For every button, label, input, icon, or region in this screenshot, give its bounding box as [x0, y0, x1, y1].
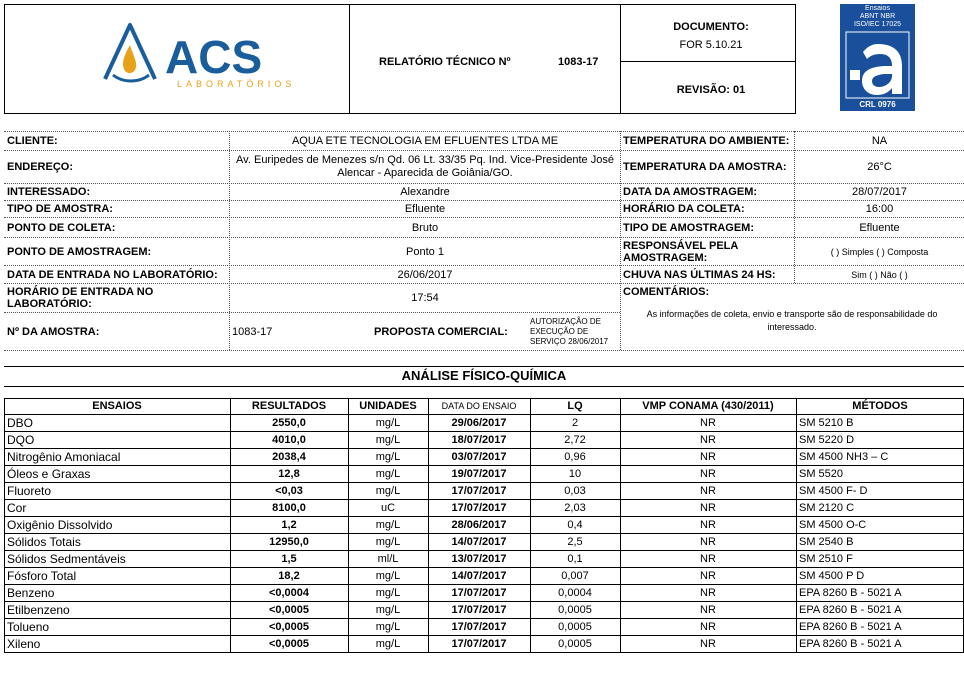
table-row — [4, 448, 964, 465]
revision-label: REVISÃO: 01 — [676, 84, 746, 96]
col-data-ensaio: DATA DO ENSAIO — [441, 401, 517, 411]
table-cell: 2,5 — [567, 535, 583, 548]
horario-coleta-label: HORÁRIO DA COLETA: — [623, 203, 745, 215]
table-cell: Benzeno — [7, 585, 55, 600]
table-cell: 4010,0 — [272, 433, 306, 446]
crl-number: CRL 0976 — [859, 100, 896, 109]
report-title: RELATÓRIO TÉCNICO Nº — [379, 56, 511, 68]
table-cell: 17/07/2017 — [451, 637, 507, 650]
table-cell: 2 — [571, 416, 579, 429]
table-cell: DBO — [7, 415, 34, 430]
table-cell: SM 2120 C — [799, 501, 855, 514]
table-cell: mg/L — [375, 433, 401, 446]
ponto-coleta-label: PONTO DE COLETA: — [7, 221, 116, 234]
table-cell: 14/07/2017 — [451, 535, 507, 548]
table-cell: mg/L — [375, 484, 401, 497]
table-cell: 0,007 — [561, 569, 589, 582]
table-cell: SM 4500 F- D — [799, 484, 868, 497]
table-cell: NR — [700, 552, 716, 565]
table-cell: Xileno — [7, 636, 41, 651]
chuva-value: Sim ( ) Não ( ) — [851, 269, 908, 280]
table-cell: <0,0005 — [268, 603, 310, 616]
table-cell: NR — [700, 620, 716, 633]
data-entrada-value: 26/06/2017 — [397, 268, 453, 281]
table-cell: NR — [700, 603, 716, 616]
table-cell: 12,8 — [278, 467, 300, 480]
table-cell: 14/07/2017 — [451, 569, 507, 582]
temp-ambiente-value: NA — [871, 135, 888, 147]
table-cell: SM 5220 D — [799, 433, 855, 446]
ponto-amostragem-label: PONTO DE AMOSTRAGEM: — [7, 245, 152, 258]
table-cell: NR — [700, 450, 716, 463]
endereco-label: ENDEREÇO: — [7, 161, 74, 173]
col-resultados: RESULTADOS — [251, 400, 327, 412]
ponto-amostragem-value: Ponto 1 — [406, 245, 444, 258]
horario-entrada-value: 17:54 — [411, 292, 439, 304]
table-cell: Tolueno — [7, 619, 50, 634]
accreditation-badge: Ensaios ABNT NBR ISO/IEC 17025 CRL 0976 — [840, 4, 915, 111]
proposta-value: AUTORIZAÇÃO DE EXECUÇÃO DE SERVIÇO 28/06/2017 — [530, 316, 609, 346]
report-number: 1083-17 — [558, 56, 599, 68]
table-cell: Sólidos Sedmentáveis — [7, 551, 126, 566]
col-lq: LQ — [567, 400, 583, 412]
table-cell: 13/07/2017 — [451, 552, 507, 565]
svg-text:LABORATÓRIOS: LABORATÓRIOS — [177, 79, 296, 89]
table-cell: 03/07/2017 — [451, 450, 507, 463]
table-cell: 19/07/2017 — [451, 467, 507, 480]
table-cell: NR — [700, 467, 716, 480]
document-value: FOR 5.10.21 — [679, 39, 743, 51]
table-cell: mg/L — [375, 603, 401, 616]
tipo-amostragem-label: TIPO DE AMOSTRAGEM: — [623, 221, 754, 234]
num-amostra-value: 1083-17 — [232, 325, 273, 338]
table-cell: 2550,0 — [272, 416, 306, 429]
table-cell: 1,5 — [281, 552, 297, 565]
table-cell: mg/L — [375, 518, 401, 531]
table-row — [4, 550, 964, 567]
table-cell: Etilbenzeno — [7, 602, 70, 617]
table-cell: Fluoreto — [7, 483, 52, 498]
table-cell: <0,03 — [275, 484, 303, 497]
col-ensaios: ENSAIOS — [92, 400, 142, 412]
table-cell: 2,72 — [564, 433, 586, 446]
table-row — [4, 482, 964, 499]
tipo-amostra-label: TIPO DE AMOSTRA: — [7, 203, 113, 215]
table-row — [4, 618, 964, 635]
cliente-value: AQUA ETE TECNOLOGIA EM EFLUENTES LTDA ME — [291, 135, 559, 147]
document-label: DOCUMENTO: — [673, 21, 749, 33]
responsavel-label: RESPONSÁVEL PELA AMOSTRAGEM: — [623, 239, 739, 264]
data-amostragem-value: 28/07/2017 — [851, 186, 908, 198]
table-row — [4, 533, 964, 550]
ponto-coleta-value: Bruto — [411, 221, 439, 234]
table-cell: 0,0005 — [558, 620, 592, 633]
tipo-amostra-value: Efluente — [404, 203, 446, 215]
table-cell: uC — [380, 501, 396, 514]
chuva-label: CHUVA NAS ÚLTIMAS 24 HS: — [623, 268, 776, 281]
table-cell: DQO — [7, 432, 35, 447]
table-row — [4, 567, 964, 584]
table-cell: EPA 8260 B - 5021 A — [799, 620, 902, 633]
table-cell: NR — [700, 569, 716, 582]
comentarios-label: COMENTÁRIOS: — [623, 286, 710, 298]
table-row — [4, 601, 964, 618]
analysis-top-rule — [4, 366, 964, 367]
table-cell: 12950,0 — [269, 535, 309, 548]
table-cell: 17/07/2017 — [451, 603, 507, 616]
table-cell: Nitrogênio Amoniacal — [7, 449, 121, 464]
table-cell: 18,2 — [278, 569, 300, 582]
col-unidades: UNIDADES — [359, 400, 417, 412]
table-cell: SM 4500 P D — [799, 569, 865, 582]
table-cell: 0,96 — [564, 450, 586, 463]
table-cell: 17/07/2017 — [451, 620, 507, 633]
table-cell: 0,03 — [564, 484, 586, 497]
interessado-value: Alexandre — [400, 186, 450, 198]
table-cell: EPA 8260 B - 5021 A — [799, 586, 902, 599]
responsavel-value: ( ) Simples ( ) Composta — [830, 246, 929, 257]
comentarios-value: As informações de coleta, envio e transporte são de responsabilidade do interessado. — [646, 309, 938, 332]
table-cell: ml/L — [377, 552, 399, 565]
col-metodos: MÉTODOS — [852, 400, 908, 412]
table-cell: NR — [700, 518, 716, 531]
table-cell: 0,0004 — [558, 586, 592, 599]
data-entrada-label: DATA DE ENTRADA NO LABORATÓRIO: — [7, 268, 218, 281]
num-amostra-label: Nº DA AMOSTRA: — [7, 325, 100, 338]
analysis-title-rule — [4, 386, 964, 387]
table-cell: Fósforo Total — [7, 568, 77, 583]
table-cell: mg/L — [375, 569, 401, 582]
table-cell: <0,0005 — [268, 620, 310, 633]
table-cell: 29/06/2017 — [451, 416, 507, 429]
table-row — [4, 584, 964, 601]
table-cell: 17/07/2017 — [451, 586, 507, 599]
table-cell: mg/L — [375, 637, 401, 650]
report-header — [4, 4, 796, 114]
table-cell: SM 4500 NH3 – C — [799, 450, 889, 463]
table-cell: Cor — [7, 500, 27, 515]
temp-amostra-value: 26°C — [867, 161, 892, 173]
table-cell: mg/L — [375, 620, 401, 633]
table-cell: NR — [700, 416, 716, 429]
table-cell: mg/L — [375, 416, 401, 429]
table-cell: EPA 8260 B - 5021 A — [799, 603, 902, 616]
proposta-label: PROPOSTA COMERCIAL: — [374, 325, 508, 338]
temp-ambiente-label: TEMPERATURA DO AMBIENTE: — [623, 135, 790, 147]
endereco-value: Av. Euripedes de Menezes s/n Qd. 06 Lt. 33/35 Pq. Ind. Vice-Presidente José Alencar - Aparecida de Goiânia/GO. — [236, 154, 614, 179]
table-cell: 0,0005 — [558, 637, 592, 650]
table-cell: SM 2510 F — [799, 552, 853, 565]
table-row — [4, 414, 964, 431]
table-cell: <0,0004 — [268, 586, 310, 599]
table-cell: 0,4 — [567, 518, 583, 531]
table-cell: mg/L — [375, 467, 401, 480]
table-cell: Sólidos Totais — [7, 534, 81, 549]
table-cell: NR — [700, 484, 716, 497]
temp-amostra-label: TEMPERATURA DA AMOSTRA: — [623, 161, 787, 173]
col-vmp: VMP CONAMA (430/2011) — [642, 400, 774, 412]
table-cell: 0,0005 — [558, 603, 592, 616]
interessado-label: INTERESSADO: — [7, 186, 91, 198]
table-cell: 17/07/2017 — [451, 501, 507, 514]
table-cell: Oxigênio Dissolvido — [7, 517, 113, 532]
table-cell: 10 — [568, 467, 582, 480]
table-cell: SM 2540 B — [799, 535, 854, 548]
table-cell: SM 5210 B — [799, 416, 854, 429]
table-cell: 0,1 — [567, 552, 583, 565]
cliente-label: CLIENTE: — [7, 135, 58, 147]
data-amostragem-label: DATA DA AMOSTRAGEM: — [623, 186, 758, 198]
table-cell: SM 4500 O-C — [799, 518, 867, 531]
table-cell: mg/L — [375, 450, 401, 463]
table-cell: 18/07/2017 — [451, 433, 507, 446]
company-logo — [5, 5, 349, 113]
table-row — [4, 516, 964, 533]
tipo-amostragem-value: Efluente — [859, 221, 900, 234]
table-cell: mg/L — [375, 535, 401, 548]
table-cell: 1,2 — [281, 518, 297, 531]
analysis-title: ANÁLISE FÍSICO-QUÍMICA — [401, 368, 567, 383]
horario-entrada-label: HORÁRIO DE ENTRADA NO LABORATÓRIO: — [7, 286, 154, 310]
table-row — [4, 635, 964, 652]
table-cell: NR — [700, 586, 716, 599]
table-cell: 2,03 — [564, 501, 586, 514]
inmetro-a-icon — [844, 30, 911, 100]
table-cell: 8100,0 — [272, 501, 306, 514]
table-cell: SM 5520 — [799, 467, 844, 480]
table-cell: NR — [700, 637, 716, 650]
table-cell: 17/07/2017 — [451, 484, 507, 497]
table-row — [4, 431, 964, 448]
horario-coleta-value: 16:00 — [865, 203, 894, 215]
table-cell: 2038,4 — [272, 450, 306, 463]
table-row — [4, 499, 964, 516]
svg-text:ACS: ACS — [165, 31, 263, 83]
table-cell: NR — [700, 535, 716, 548]
table-cell: 28/06/2017 — [451, 518, 507, 531]
table-cell: NR — [700, 501, 716, 514]
table-cell: mg/L — [375, 586, 401, 599]
table-cell: NR — [700, 433, 716, 446]
table-cell: <0,0005 — [268, 637, 310, 650]
acs-logo-icon — [5, 5, 349, 113]
table-row — [4, 465, 964, 482]
table-cell: EPA 8260 B - 5021 A — [799, 637, 902, 650]
table-cell: Óleos e Graxas — [7, 466, 91, 481]
